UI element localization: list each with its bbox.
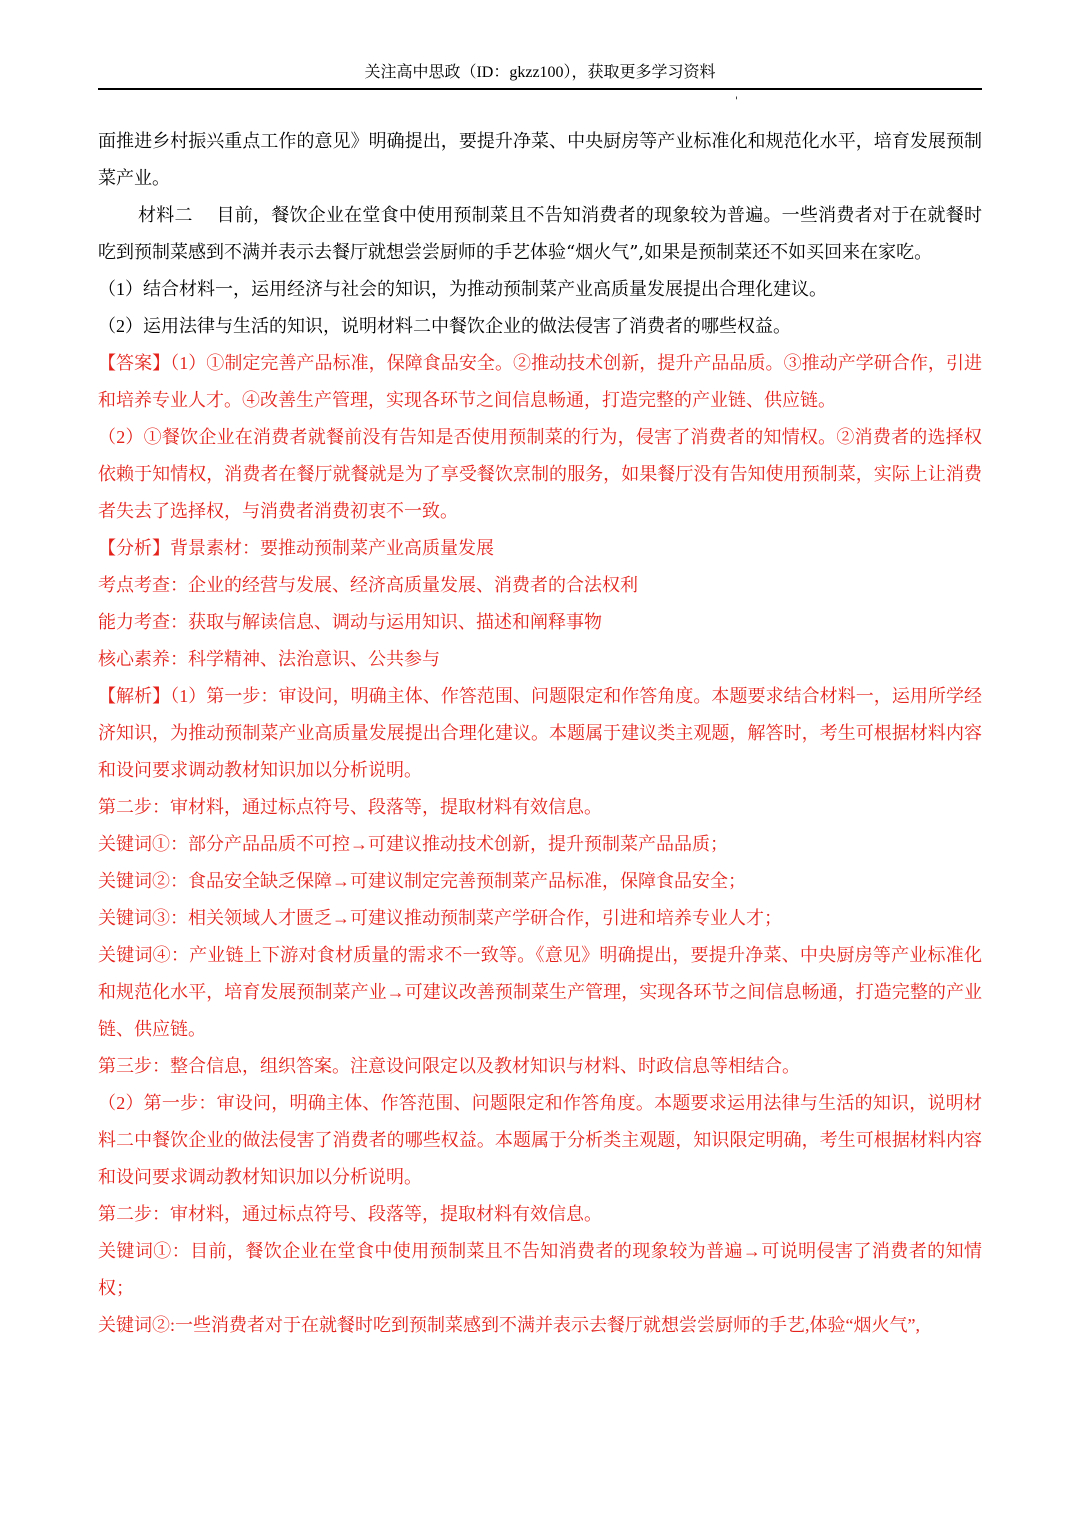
page-header: 关注高中思政（ID：gkzz100），获取更多学习资料: [364, 64, 716, 81]
explanation-2-keyword-2: 关键词②:一些消费者对于在就餐时吃到预制菜感到不满并表示去餐厅就想尝尝厨师的手艺,体验“烟火气”,: [98, 1315, 920, 1335]
question-1: （1）结合材料一，运用经济与社会的知识，为推动预制菜产业高质量发展提出合理化建议。: [98, 279, 827, 299]
explanation-1-step-3: 第三步：整合信息，组织答案。注意设问限定以及教材知识与材料、时政信息等相结合。: [98, 1056, 800, 1076]
analysis-background: [98, 530, 982, 567]
explanation-1-keyword-2: 关键词②：食品安全缺乏保障→可建议制定完善预制菜产品标准，保障食品安全；: [98, 871, 746, 891]
analysis-literacy: 核心素养：科学精神、法治意识、公共参与: [98, 649, 440, 669]
analysis-label: 【分析】: [98, 538, 170, 558]
answer-2: （2）①餐饮企业在消费者就餐前没有告知是否使用预制菜的行为，侵害了消费者的知情权。②消费者的选择权依赖于知情权，消费者在餐厅就餐就是为了享受餐饮烹制的服务，如果餐厅没有告知使用预制菜，实际上让消费者失去了选择权，与消费者消费初衷不一致。: [98, 427, 982, 521]
explanation-1-keyword-1: 关键词①：部分产品品质不可控→可建议推动技术创新，提升预制菜产品品质；: [98, 834, 728, 854]
material-one-continuation: 面推进乡村振兴重点工作的意见》明确提出，要提升净菜、中央厨房等产业标准化和规范化水平，培育发展预制菜产业。: [98, 131, 982, 189]
stray-mark: ': [735, 96, 738, 107]
explanation-2-step-2: 第二步：审材料，通过标点符号、段落等，提取材料有效信息。: [98, 1204, 602, 1224]
explanation-1-step-1-text: （1）第一步：审设问，明确主体、作答范围、问题限定和作答角度。本题要求结合材料一，运用所学经济知识，为推动预制菜产业高质量发展提出合理化建议。本题属于建议类主观题，解答时，考生可根据材料内容和设问要求调动教材知识加以分析说明。: [98, 686, 983, 780]
explanation-1-step-1: [98, 678, 982, 789]
analysis-points: 考点考查：企业的经营与发展、经济高质量发展、消费者的合法权利: [98, 575, 638, 595]
header-rule: [98, 88, 982, 90]
document-body: [98, 123, 982, 1344]
analysis-background-text: 背景素材：要推动预制菜产业高质量发展: [170, 538, 494, 558]
explanation-1-step-2: 第二步：审材料，通过标点符号、段落等，提取材料有效信息。: [98, 797, 602, 817]
question-2: （2）运用法律与生活的知识，说明材料二中餐饮企业的做法侵害了消费者的哪些权益。: [98, 316, 791, 336]
explanation-1-keyword-4: 关键词④：产业链上下游对食材质量的需求不一致等。《意见》明确提出，要提升净菜、中央厨房等产业标准化和规范化水平，培育发展预制菜产业→可建议改善预制菜生产管理，实现各环节之间信息畅通，打造完整的产业链、供应链。: [98, 945, 982, 1039]
answer-1: [98, 345, 982, 419]
explanation-2-keyword-1: 关键词①：目前，餐饮企业在堂食中使用预制菜且不告知消费者的现象较为普遍→可说明侵害了消费者的知情权；: [98, 1241, 982, 1298]
explanation-label: 【解析】: [98, 686, 171, 706]
explanation-1-keyword-3: 关键词③：相关领域人才匮乏→可建议推动预制菜产学研合作，引进和培养专业人才；: [98, 908, 782, 928]
answer-1-text: （1）①制定完善产品标准，保障食品安全。②推动技术创新，提升产品品质。③推动产学研合作，引进和培养专业人才。④改善生产管理，实现各环节之间信息畅通，打造完整的产业链、供应链。: [98, 353, 983, 410]
answer-label: 【答案】: [98, 353, 171, 373]
analysis-ability: 能力考查：获取与解读信息、调动与运用知识、描述和阐释事物: [98, 612, 602, 632]
material-two-label: 材料二: [138, 205, 193, 226]
material-two: [98, 197, 982, 271]
material-two-text: 目前，餐饮企业在堂食中使用预制菜且不告知消费者的现象较为普遍。一些消费者对于在就餐时吃到预制菜感到不满并表示去餐厅就想尝尝厨师的手艺体验“烟火气”,如果是预制菜还不如买回来在家吃。: [98, 205, 983, 263]
explanation-2-step-1: （2）第一步：审设问，明确主体、作答范围、问题限定和作答角度。本题要求运用法律与生活的知识，说明材料二中餐饮企业的做法侵害了消费者的哪些权益。本题属于分析类主观题，知识限定明确，考生可根据材料内容和设问要求调动教材知识加以分析说明。: [98, 1093, 982, 1187]
